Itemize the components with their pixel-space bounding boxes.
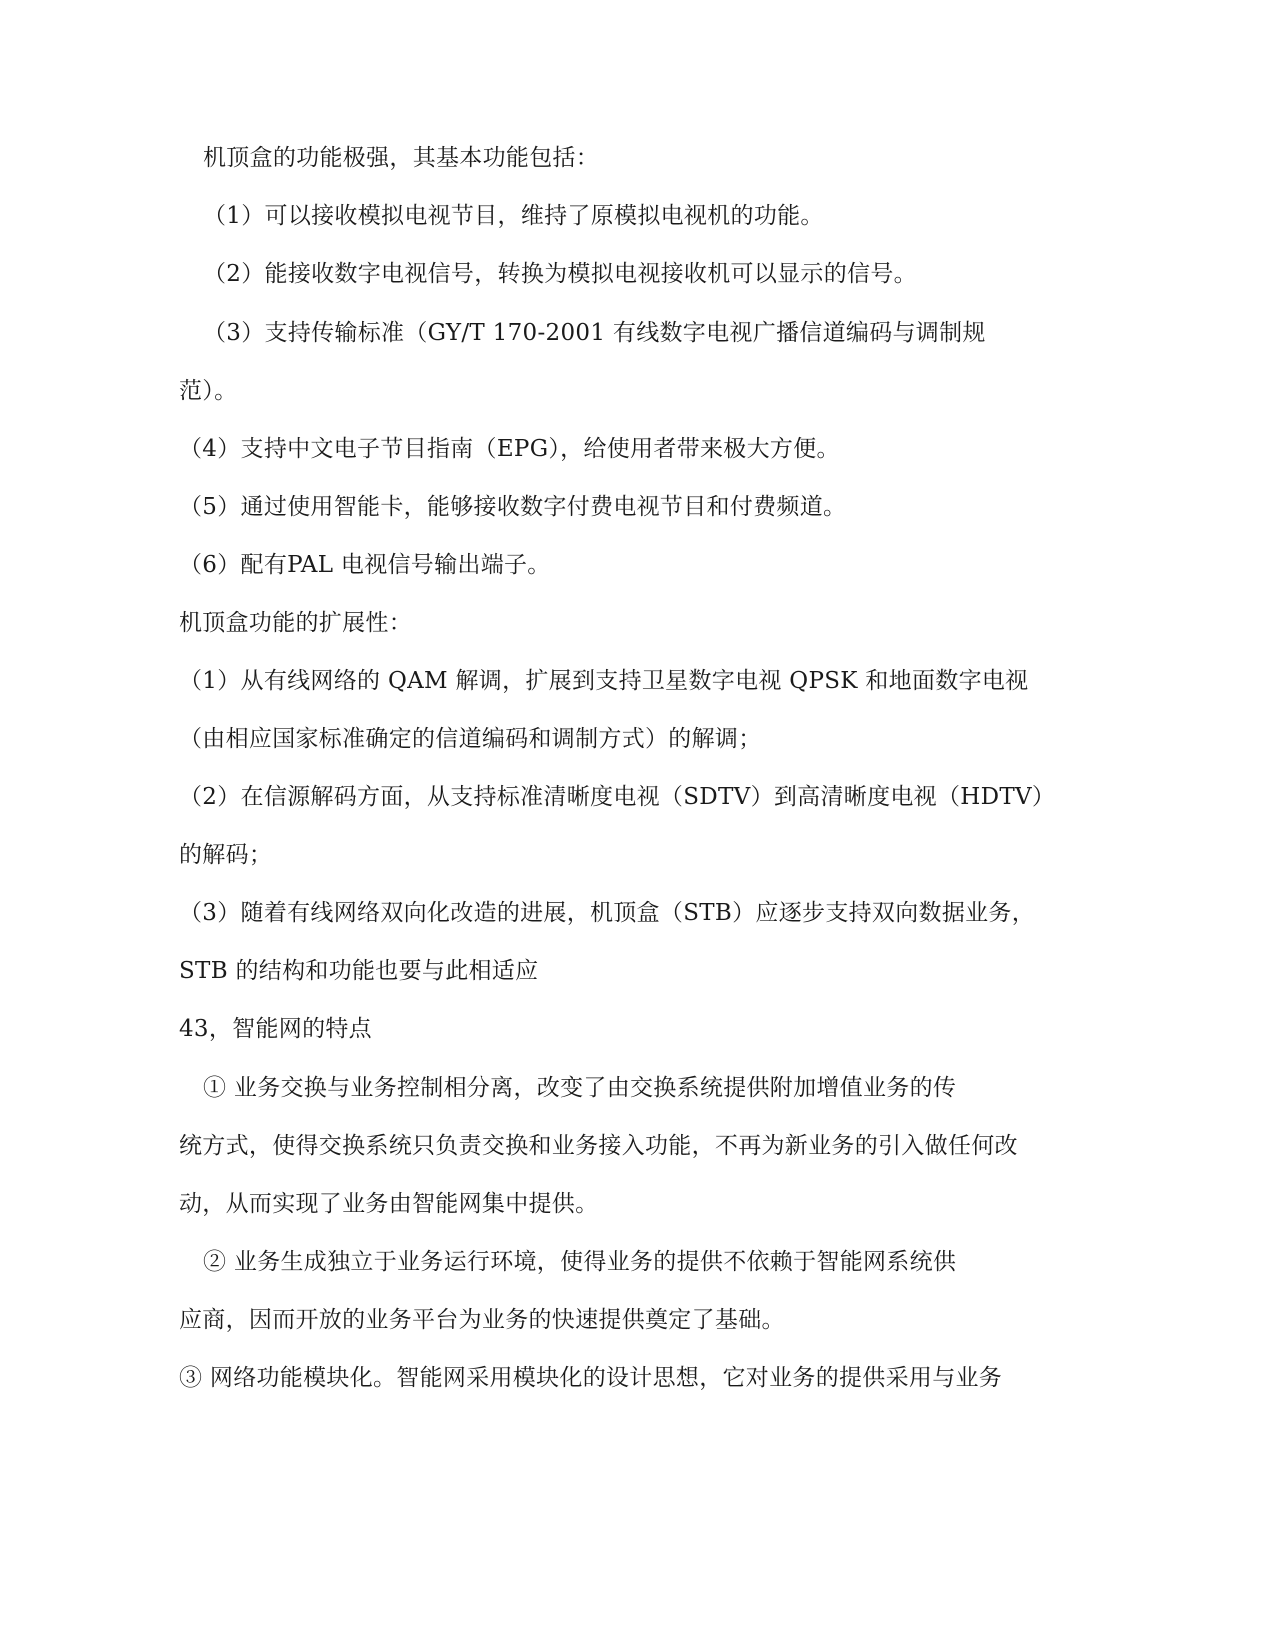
text-line: 机顶盒的功能极强，其基本功能包括： — [203, 145, 600, 171]
text-line: STB 的结构和功能也要与此相适应 — [179, 958, 539, 984]
text-line: （2）在信源解码方面，从支持标准清晰度电视（SDTV）到高清晰度电视（HDTV） — [179, 784, 1056, 810]
text-line: 应商，因而开放的业务平台为业务的快速提供奠定了基础。 — [179, 1307, 785, 1333]
text-line: ② 业务生成独立于业务运行环境，使得业务的提供不依赖于智能网系统供 — [203, 1249, 957, 1275]
text-line: （5）通过使用智能卡，能够接收数字付费电视节目和付费频道。 — [179, 494, 847, 520]
text-line: 机顶盒功能的扩展性： — [179, 610, 412, 636]
text-line: 的解码； — [179, 842, 273, 868]
text-line: ③ 网络功能模块化。智能网采用模块化的设计思想，它对业务的提供采用与业务 — [179, 1365, 1003, 1391]
text-line: （由相应国家标准确定的信道编码和调制方式）的解调； — [179, 726, 762, 752]
text-line: （1）从有线网络的 QAM 解调，扩展到支持卫星数字电视 QPSK 和地面数字电视 — [179, 668, 1029, 694]
text-line: 统方式，使得交换系统只负责交换和业务接入功能，不再为新业务的引入做任何改 — [179, 1133, 1018, 1159]
text-line: 43，智能网的特点 — [179, 1016, 372, 1042]
text-line: （3）随着有线网络双向化改造的进展，机顶盒（STB）应逐步支持双向数据业务， — [179, 900, 1036, 926]
text-line: （4）支持中文电子节目指南（EPG），给使用者带来极大方便。 — [179, 436, 840, 462]
text-line: （6）配有PAL 电视信号输出端子。 — [179, 552, 551, 578]
text-line: （3）支持传输标准（GY/T 170-2001 有线数字电视广播信道编码与调制规 — [203, 320, 986, 346]
text-line: （1）可以接收模拟电视节目，维持了原模拟电视机的功能。 — [203, 203, 824, 229]
text-line: ① 业务交换与业务控制相分离，改变了由交换系统提供附加增值业务的传 — [203, 1075, 957, 1101]
text-line: 范）。 — [179, 378, 238, 404]
text-line: （2）能接收数字电视信号，转换为模拟电视接收机可以显示的信号。 — [203, 261, 917, 287]
text-line: 动，从而实现了业务由智能网集中提供。 — [179, 1191, 599, 1217]
